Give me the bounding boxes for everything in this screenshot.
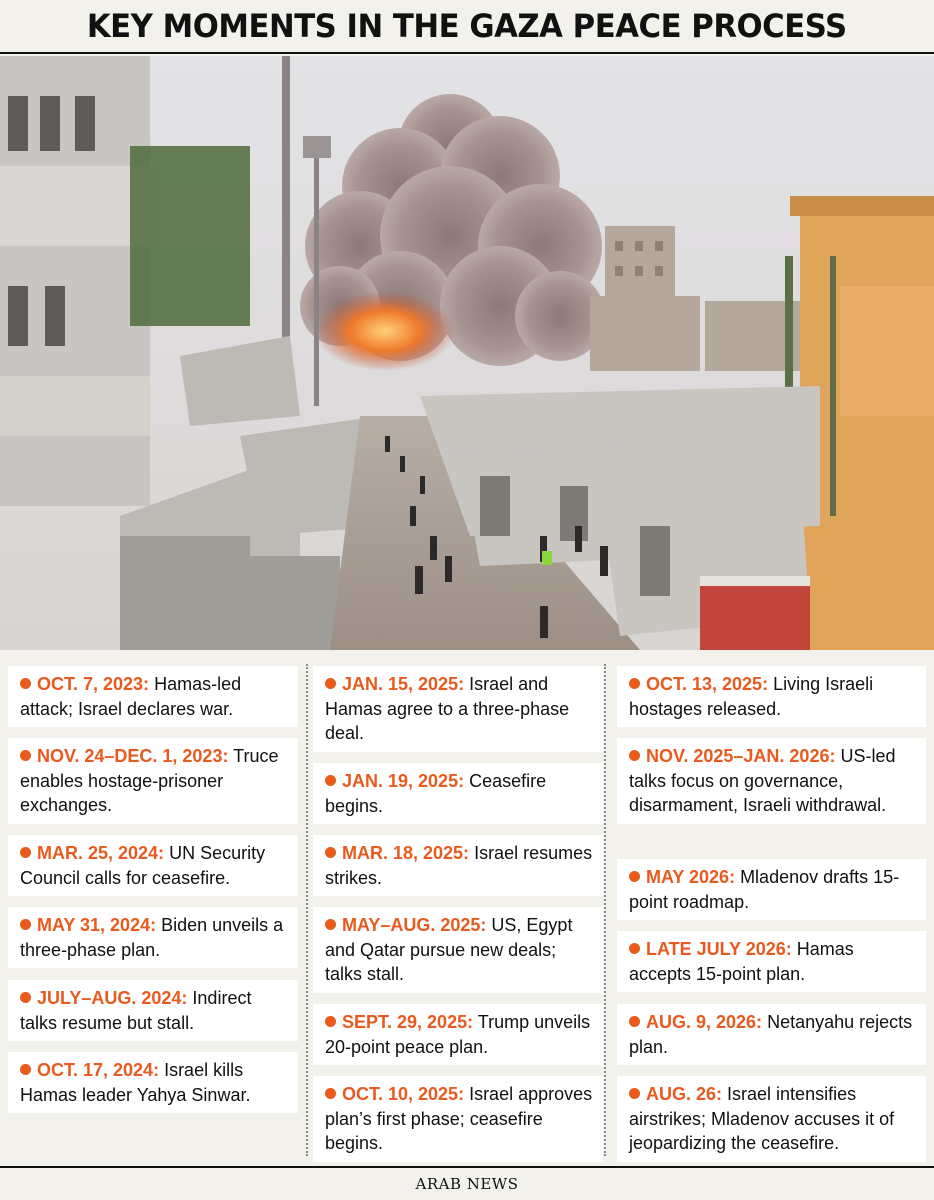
event-date: JULY–AUG. 2024: [37, 988, 188, 1008]
timeline-event [313, 1076, 603, 1162]
timeline-event [8, 666, 298, 727]
publisher-logo: ARAB NEWS [415, 1175, 519, 1193]
event-text: Indirect talks resume but stall. [20, 988, 252, 1033]
event-date: JAN. 19, 2025: [342, 771, 465, 791]
event-text: Mladenov drafts 15-point roadmap. [629, 867, 900, 912]
bullet-dot-icon [629, 871, 640, 882]
timeline-event [8, 835, 298, 896]
column-divider [306, 664, 308, 1156]
bullet-dot-icon [629, 678, 640, 689]
header [0, 0, 934, 54]
timeline-event [617, 738, 926, 824]
footer [0, 1166, 934, 1200]
event-text: Israel intensifies airstrikes; Mladenov accuses it of jeopardizing the ceasefire. [629, 1084, 895, 1153]
hero-photo [0, 56, 934, 650]
timeline-event [313, 907, 603, 993]
event-date: NOV. 2025–JAN. 2026: [646, 746, 836, 766]
timeline-event [617, 666, 926, 727]
timeline-event [617, 1004, 926, 1065]
bullet-dot-icon [20, 992, 31, 1003]
timeline-event [313, 835, 603, 896]
bullet-dot-icon [325, 919, 336, 930]
bullet-dot-icon [20, 919, 31, 930]
timeline-event [617, 931, 926, 992]
bullet-dot-icon [20, 847, 31, 858]
event-date: AUG. 9, 2026: [646, 1012, 763, 1032]
timeline-event [617, 1076, 926, 1162]
event-text: Trump unveils 20-point peace plan. [325, 1012, 591, 1057]
timeline-event [8, 907, 298, 968]
event-date: MAY 2026: [646, 867, 736, 887]
event-date: SEPT. 29, 2025: [342, 1012, 474, 1032]
bullet-dot-icon [325, 678, 336, 689]
event-date: MAR. 25, 2024: [37, 843, 165, 863]
column-divider [604, 664, 606, 1156]
event-text: Israel resumes strikes. [325, 843, 593, 888]
timeline-event [617, 859, 926, 920]
event-date: OCT. 10, 2025: [342, 1084, 465, 1104]
event-text: Living Israeli hostages released. [629, 674, 874, 719]
bullet-dot-icon [20, 678, 31, 689]
timeline-event [8, 1052, 298, 1113]
event-text: Israel approves plan’s first phase; ceasefire begins. [325, 1084, 593, 1153]
event-text: Netanyahu rejects plan. [629, 1012, 913, 1057]
page-title: KEY MOMENTS IN THE GAZA PEACE PROCESS [87, 7, 847, 45]
bullet-dot-icon [629, 1088, 640, 1099]
timeline-event [313, 763, 603, 824]
event-text: US-led talks focus on governance, disarmament, Israeli withdrawal. [629, 746, 896, 815]
event-text: Israel and Hamas agree to a three-phase deal. [325, 674, 570, 743]
event-text: Biden unveils a three-phase plan. [20, 915, 284, 960]
event-date: MAY 31, 2024: [37, 915, 157, 935]
timeline-event [313, 666, 603, 752]
bullet-dot-icon [629, 943, 640, 954]
bullet-dot-icon [325, 1016, 336, 1027]
event-date: AUG. 26: [646, 1084, 723, 1104]
bullet-dot-icon [325, 1088, 336, 1099]
explosion-camp-photo [0, 56, 934, 650]
bullet-dot-icon [629, 1016, 640, 1027]
bullet-dot-icon [325, 775, 336, 786]
event-text: Hamas accepts 15-point plan. [629, 939, 854, 984]
event-text: UN Security Council calls for ceasefire. [20, 843, 266, 888]
timeline-event [8, 738, 298, 824]
event-date: OCT. 17, 2024: [37, 1060, 160, 1080]
bullet-dot-icon [629, 750, 640, 761]
event-text: US, Egypt and Qatar pursue new deals; talks stall. [325, 915, 573, 984]
event-date: MAR. 18, 2025: [342, 843, 470, 863]
event-text: Truce enables hostage-prisoner exchanges. [20, 746, 279, 815]
event-date: OCT. 13, 2025: [646, 674, 769, 694]
bullet-dot-icon [20, 750, 31, 761]
event-date: OCT. 7, 2023: [37, 674, 150, 694]
bullet-dot-icon [20, 1064, 31, 1075]
timeline [0, 650, 934, 1162]
event-date: NOV. 24–DEC. 1, 2023: [37, 746, 229, 766]
event-date: MAY–AUG. 2025: [342, 915, 487, 935]
event-date: LATE JULY 2026: [646, 939, 792, 959]
event-text: Ceasefire begins. [325, 771, 547, 816]
event-text: Hamas-led attack; Israel declares war. [20, 674, 242, 719]
event-text: Israel kills Hamas leader Yahya Sinwar. [20, 1060, 251, 1105]
bullet-dot-icon [325, 847, 336, 858]
timeline-event [8, 980, 298, 1041]
timeline-event [313, 1004, 603, 1065]
event-date: JAN. 15, 2025: [342, 674, 465, 694]
